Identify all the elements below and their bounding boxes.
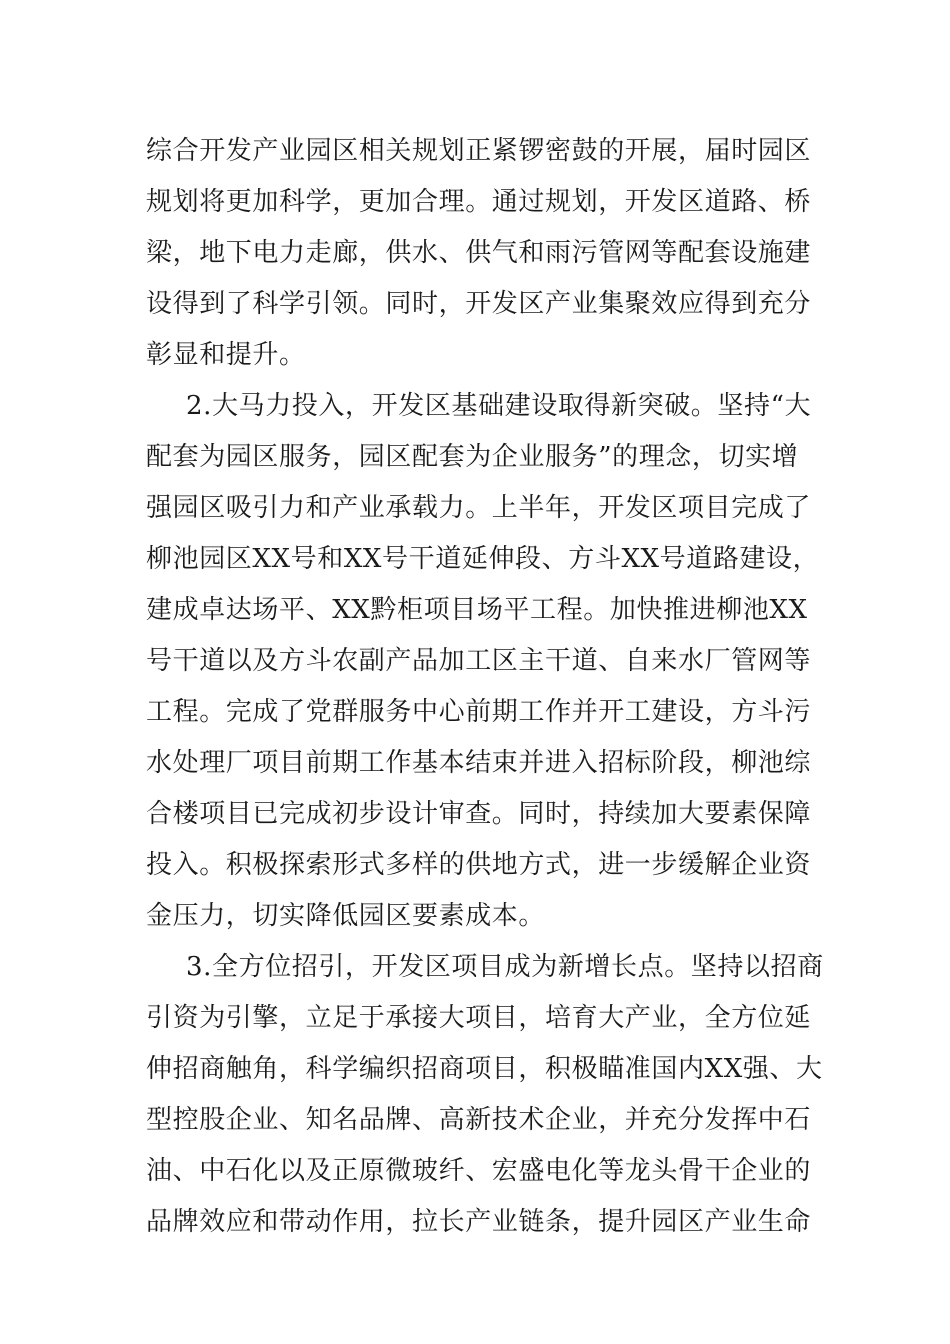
document-body — [146, 126, 824, 1248]
text-line: 梁，地下电力走廊，供水、供气和雨污管网等配套设施建 — [146, 238, 812, 268]
text-line: 油、中石化以及正原微玻纤、宏盛电化等龙头骨干企业的 — [146, 1156, 812, 1186]
text-line: 水处理厂项目前期工作基本结束并进入招标阶段，柳池综 — [146, 748, 812, 778]
text-line: 设得到了科学引领。同时，开发区产业集聚效应得到充分 — [146, 289, 812, 319]
text-line: 型控股企业、知名品牌、高新技术企业，并充分发挥中石 — [146, 1105, 812, 1135]
paragraph-2-first-line: 2.大马力投入，开发区基础建设取得新突破。坚持“大 — [186, 391, 812, 421]
text-line: 建成卓达场平、XX黔柜项目场平工程。加快推进柳池XX — [146, 595, 808, 625]
text-line: 规划将更加科学，更加合理。通过规划，开发区道路、桥 — [146, 187, 812, 217]
text-line: 配套为园区服务，园区配套为企业服务”的理念，切实增 — [146, 442, 799, 472]
text-line: 号干道以及方斗农副产品加工区主干道、自来水厂管网等 — [146, 646, 812, 676]
text-line: 强园区吸引力和产业承载力。上半年，开发区项目完成了 — [146, 493, 812, 523]
text-line: 投入。积极探索形式多样的供地方式，进一步缓解企业资 — [146, 850, 812, 880]
paragraph-3-first-line: 3.全方位招引，开发区项目成为新增长点。坚持以招商 — [186, 952, 824, 982]
text-line: 伸招商触角，科学编织招商项目，积极瞄准国内XX强、大 — [146, 1054, 823, 1084]
text-line: 工程。完成了党群服务中心前期工作并开工建设，方斗污 — [146, 697, 812, 727]
text-line: 金压力，切实降低园区要素成本。 — [146, 901, 546, 931]
text-line: 综合开发产业园区相关规划正紧锣密鼓的开展，届时园区 — [146, 136, 812, 166]
text-line: 彰显和提升。 — [146, 340, 306, 370]
text-line: 品牌效应和带动作用，拉长产业链条，提升园区产业生命 — [146, 1207, 812, 1237]
text-line: 合楼项目已完成初步设计审查。同时，持续加大要素保障 — [146, 799, 812, 829]
text-line: 引资为引擎，立足于承接大项目，培育大产业，全方位延 — [146, 1003, 812, 1033]
text-line: 柳池园区XX号和XX号干道延伸段、方斗XX号道路建设， — [146, 544, 820, 574]
